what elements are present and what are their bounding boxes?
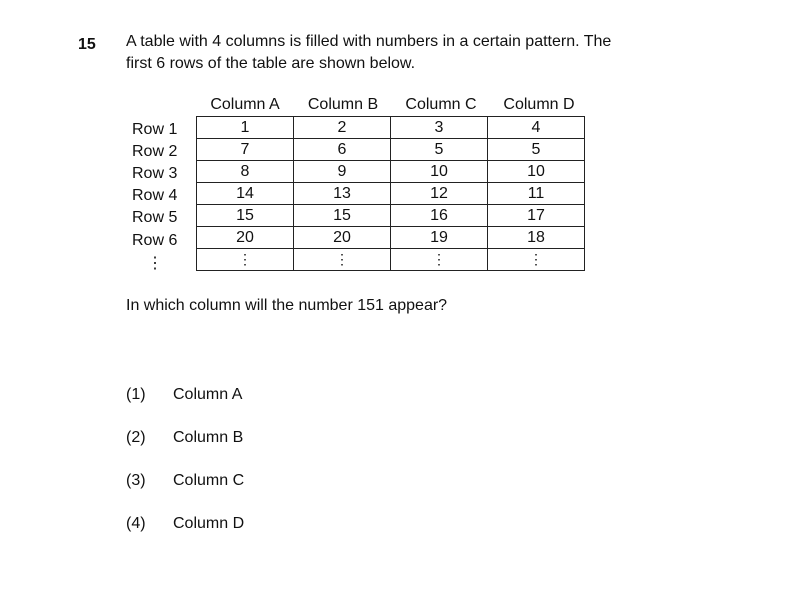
table-row <box>197 205 585 227</box>
table-row <box>197 249 585 271</box>
stem-line-2: first 6 rows of the table are shown below. <box>126 55 416 72</box>
table-row <box>197 161 585 183</box>
column-header-b: Column B <box>307 96 379 113</box>
table-cell: 19 <box>391 227 488 249</box>
row-label-5: Row 5 <box>132 209 178 226</box>
table-row <box>197 227 585 249</box>
answer-choice-3[interactable] <box>126 472 244 490</box>
choice-number: (2) <box>126 429 146 446</box>
table-cell: 6 <box>294 139 391 161</box>
table-cell: 20 <box>197 227 294 249</box>
choice-number: (3) <box>126 472 146 489</box>
table-cell: 18 <box>488 227 585 249</box>
answer-choice-4[interactable] <box>126 515 244 533</box>
table-cell: 15 <box>197 205 294 227</box>
row-label-6: Row 6 <box>132 232 178 249</box>
table-row <box>197 117 585 139</box>
table-cell-ellipsis: ⋮ <box>294 249 391 271</box>
number-pattern-table <box>196 116 585 271</box>
choice-label: Column D <box>173 515 245 532</box>
column-header-d: Column D <box>503 96 575 113</box>
table-cell: 20 <box>294 227 391 249</box>
table-cell: 12 <box>391 183 488 205</box>
row-label-4: Row 4 <box>132 187 178 204</box>
column-header-c: Column C <box>405 96 477 113</box>
column-header-a: Column A <box>210 96 280 113</box>
table-cell: 11 <box>488 183 585 205</box>
table-cell: 16 <box>391 205 488 227</box>
table-row <box>197 183 585 205</box>
table-cell: 9 <box>294 161 391 183</box>
answer-choice-1[interactable] <box>126 386 242 404</box>
table-cell: 8 <box>197 161 294 183</box>
table-row <box>197 139 585 161</box>
question-prompt: In which column will the number 151 appear? <box>126 297 448 314</box>
table-cell: 4 <box>488 117 585 139</box>
table-cell: 7 <box>197 139 294 161</box>
answer-choice-2[interactable] <box>126 429 243 447</box>
table-cell: 2 <box>294 117 391 139</box>
table-cell-ellipsis: ⋮ <box>197 249 294 271</box>
table-cell: 5 <box>488 139 585 161</box>
choice-label: Column B <box>173 429 244 446</box>
choice-label: Column A <box>173 386 243 403</box>
table-cell: 10 <box>488 161 585 183</box>
table-cell: 5 <box>391 139 488 161</box>
table-cell: 1 <box>197 117 294 139</box>
question-stem <box>126 31 686 75</box>
choice-number: (4) <box>126 515 146 532</box>
row-label-ellipsis: ⋮ <box>147 255 163 272</box>
choice-label: Column C <box>173 472 245 489</box>
table-cell: 3 <box>391 117 488 139</box>
question-number: 15 <box>78 36 96 53</box>
row-label-1: Row 1 <box>132 121 178 138</box>
table-cell-ellipsis: ⋮ <box>391 249 488 271</box>
row-label-3: Row 3 <box>132 165 178 182</box>
table-cell-ellipsis: ⋮ <box>488 249 585 271</box>
table-cell: 17 <box>488 205 585 227</box>
choice-number: (1) <box>126 386 146 403</box>
table-cell: 10 <box>391 161 488 183</box>
table-cell: 15 <box>294 205 391 227</box>
row-label-2: Row 2 <box>132 143 178 160</box>
table-cell: 14 <box>197 183 294 205</box>
stem-line-1: A table with 4 columns is filled with numbers in a certain pattern. The <box>126 33 612 50</box>
table-cell: 13 <box>294 183 391 205</box>
